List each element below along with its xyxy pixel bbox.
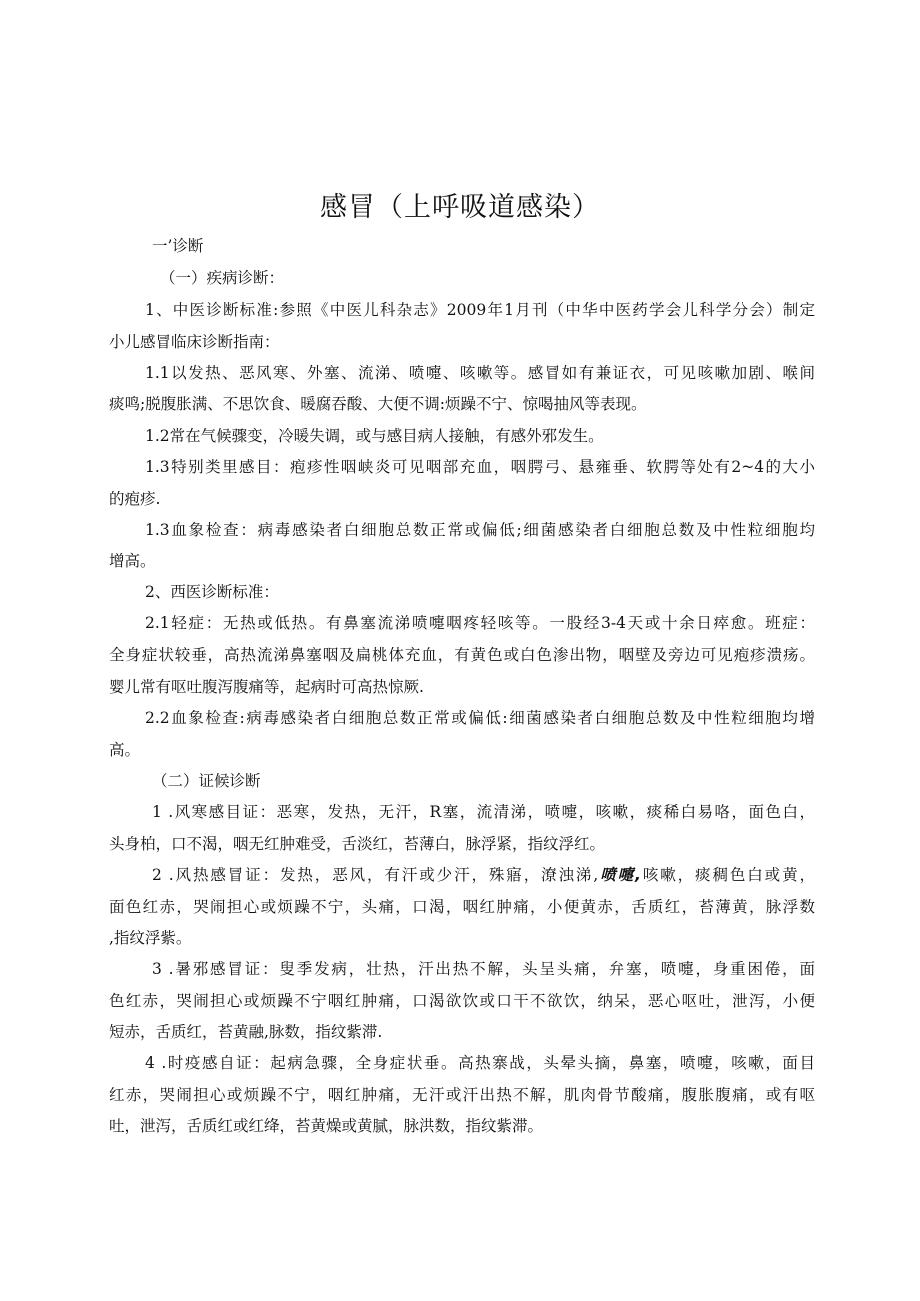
paragraph-line: 2、西医诊断标准： (145, 583, 279, 601)
paragraph-line: 红赤，哭闹担心或烦躁不宁，咽红肿痛，无汗或汗出热不解，肌肉骨节酸痛，腹胀腹痛，或有呕 (109, 1086, 815, 1104)
section-heading-diagnosis: 一’诊断 (152, 237, 204, 255)
paragraph-line: 的疱疹. (109, 490, 161, 508)
paragraph-line: 增高。 (109, 552, 156, 570)
paragraph-line: 高。 (109, 741, 141, 759)
paragraph-line: 1.1以发热、恶风寒、外塞、流涕、喷嚏、咳嗽等。感冒如有兼证衣，可见咳嗽加剧、喉间 (145, 364, 815, 382)
paragraph-line: 吐，泄泻，舌质红或红绛，苔黄燥或黄腻，脉洪数，指纹紫滞。 (109, 1117, 544, 1135)
paragraph-line: 1.3特别类里感目：疱疹性咽峡炎可见咽部充血，咽腭弓、悬雍垂、软腭等处有2~4的大小 (145, 458, 815, 476)
subsection-heading-syndrome: （二）证候诊断 (152, 772, 261, 790)
paragraph-line (152, 864, 815, 886)
paragraph-line: 1、中医诊断标准:参照《中医儿科杂志》2009年1月刊（中华中医药学会儿科学分会）制定 (145, 301, 815, 319)
paragraph-line: 1.3血象检查：病毒感染者白细胞总数正常或偏低;细菌感染者白细胞总数及中性粒细胞均 (145, 521, 815, 539)
paragraph-line: 面色红赤，哭闹担心或烦躁不宁，头痛，口渴，咽红肿痛，小便黄赤，舌质红，苔薄黄，脉浮数 (109, 898, 815, 916)
paragraph-line: 短赤，舌质红，苔黄融,脉数，指纹紫滞. (109, 1023, 383, 1041)
paragraph-line: 1.2常在气候骤变，冷暖失调，或与感目病人接触，有感外邪发生。 (145, 427, 604, 445)
paragraph-text: 2 .风热感冒证：发热，恶风，有汗或少汗，殊寤，潦浊涕, (152, 866, 599, 884)
paragraph-line: 痰鸣;脱腹胀满、不思饮食、暖腐吞酸、大便不调:烦躁不宁、惊喝抽风等表现。 (109, 395, 647, 413)
document-title: 感冒（上呼吸道感染） (320, 192, 600, 223)
subsection-heading-disease: （一）疾病诊断： (160, 269, 285, 287)
paragraph-line: 婴儿常有呕吐腹泻腹痛等，起病时可高热惊厥. (109, 678, 424, 696)
paragraph-line: 全身症状较垂，高热流涕鼻塞咽及扁桃体充血，有黄色或白色渗出物，咽壁及旁边可见疱疹溃疡。 (109, 646, 815, 664)
paragraph-line: 4 .时疫感自证：起病急骤，全身症状垂。高热寨战，头晕头摘，鼻塞，喷嚏，咳嗽，面目 (145, 1054, 815, 1072)
paragraph-line: 头身柏，口不渴，咽无红肿难受，舌淡红，苔薄白，脉浮紧，指纹浮红。 (109, 835, 606, 853)
paragraph-line: 3 .暑邪感冒证：叟季发病，壮热，汗出热不解，头呈头痛，弁塞，喷嚏，身重困倦，面 (152, 960, 815, 978)
paragraph-line: 色红赤，哭闹担心或烦躁不宁咽红肿痛，口渴欲饮或口干不欲饮，纳呆，恶心呕吐，泄泻，小便 (109, 992, 815, 1010)
paragraph-line: ,指纹浮紫。 (109, 929, 192, 947)
paragraph-line: 2.1轻症：无热或低热。有鼻塞流涕喷嚏咽疼轻咳等。一股经3-4天或十余日瘁愈。班症： (145, 614, 815, 632)
paragraph-line: 2.2血象检查:病毒感染者白细胞总数正常或偏低:细菌感染者白细胞总数及中性粒细胞均增 (145, 709, 815, 727)
paragraph-line: 1 .风寒感目证：恶寒，发热，无汗，R塞，流清涕，喷嚏，咳嗽，痰稀白易咯，面色白， (152, 803, 815, 821)
paragraph-text: 咳嗽，痰稠色白或黄， (640, 866, 815, 884)
emphasized-text: 喷嚏, (598, 866, 641, 884)
paragraph-line: 小儿感冒临床诊断指南： (109, 333, 280, 351)
